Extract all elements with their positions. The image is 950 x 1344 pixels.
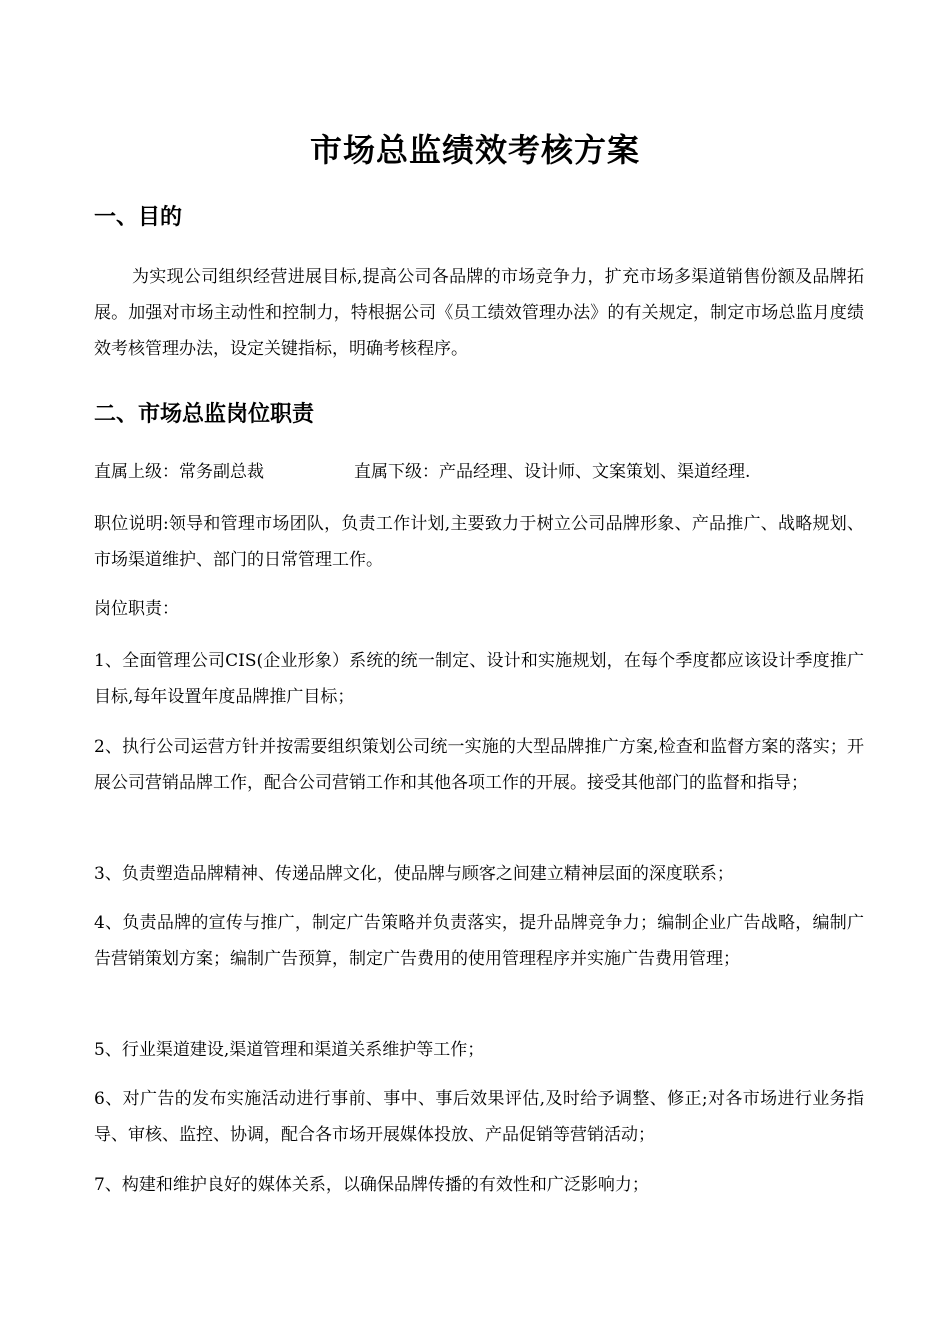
duty-item-5: 5、行业渠道建设,渠道管理和渠道关系维护等工作；: [94, 1040, 485, 1060]
direct-superior: 直属上级：常务副总裁: [94, 462, 264, 482]
purpose-paragraph: 为实现公司组织经营进展目标,提高公司各品牌的市场竞争力，扩充市场多渠道销售份额及品牌拓展。加强对市场主动性和控制力，特根据公司《员工绩效管理办法》的有关规定，制定市场总监月度绩效考核管理办法，设定关键指标，明确考核程序。: [94, 267, 864, 359]
duty-item-4: 4、负责品牌的宣传与推广，制定广告策略并负责落实，提升品牌竞争力；编制企业广告战略，编制广告营销策划方案；编制广告预算，制定广告费用的使用管理程序并实施广告费用管理；: [94, 913, 864, 969]
direct-subordinates: 直属下级：产品经理、设计师、文案策划、渠道经理.: [354, 462, 751, 482]
section-heading-duties: 二、市场总监岗位职责: [94, 402, 315, 427]
duty-item-1: 1、全面管理公司CIS(企业形象）系统的统一制定、设计和实施规划，在每个季度都应该设计季度推广目标,每年设置年度品牌推广目标；: [94, 651, 864, 707]
position-description: 职位说明:领导和管理市场团队，负责工作计划,主要致力于树立公司品牌形象、产品推广、战略规划、市场渠道维护、部门的日常管理工作。: [94, 514, 864, 570]
duty-item-3: 3、负责塑造品牌精神、传递品牌文化，使品牌与顾客之间建立精神层面的深度联系；: [94, 864, 734, 884]
section-heading-purpose: 一、目的: [94, 205, 183, 230]
duty-item-2: 2、执行公司运营方针并按需要组织策划公司统一实施的大型品牌推广方案,检查和监督方案的落实；开展公司营销品牌工作，配合公司营销工作和其他各项工作的开展。接受其他部门的监督和指导；: [94, 737, 864, 793]
duties-label: 岗位职责：: [94, 599, 179, 619]
document-title: 市场总监绩效考核方案: [309, 131, 640, 169]
duty-item-6: 6、对广告的发布实施活动进行事前、事中、事后效果评估,及时给予调整、修正;对各市场进行业务指导、审核、监控、协调，配合各市场开展媒体投放、产品促销等营销活动；: [94, 1089, 864, 1145]
duty-item-7: 7、构建和维护良好的媒体关系，以确保品牌传播的有效性和广泛影响力；: [94, 1175, 649, 1195]
